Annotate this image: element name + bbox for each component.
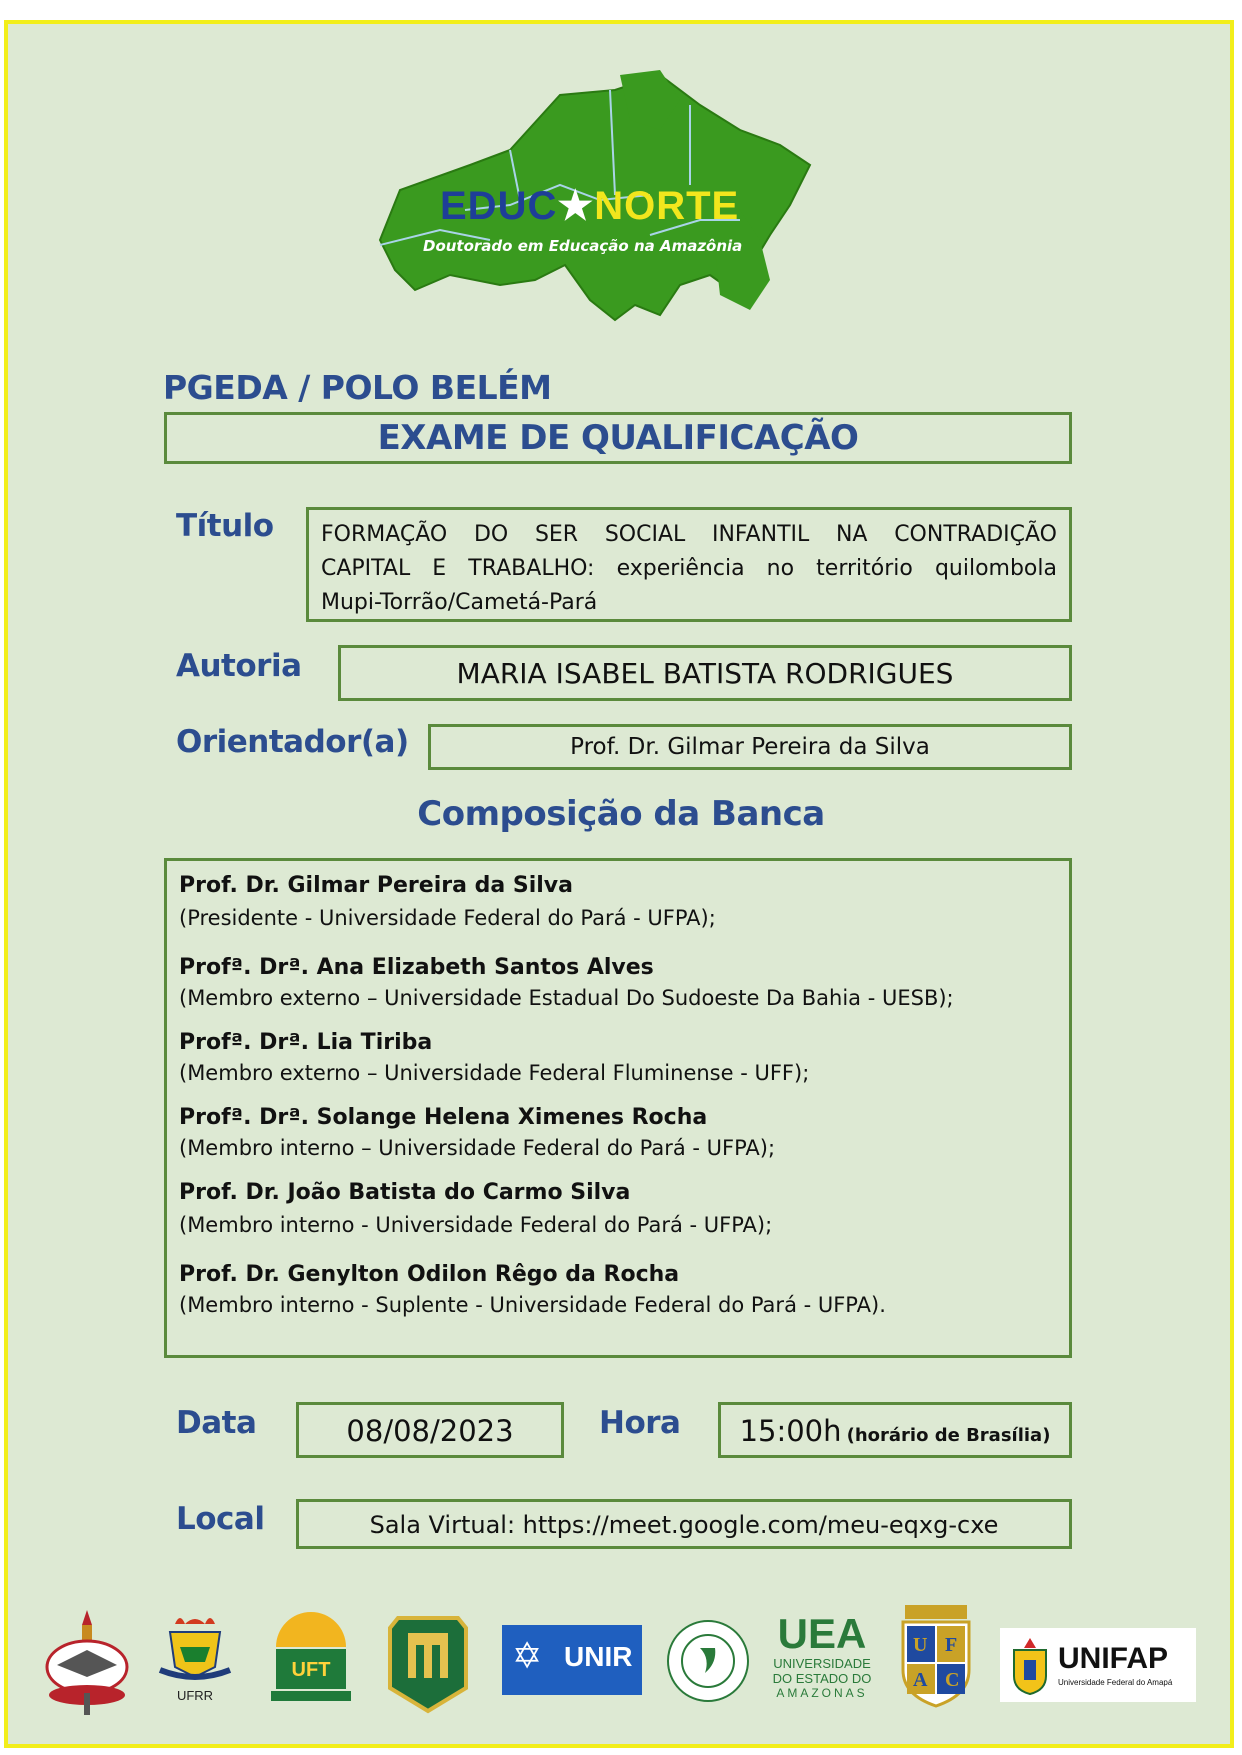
exam-title: EXAME DE QUALIFICAÇÃO — [377, 418, 859, 458]
place-label: Local — [176, 1501, 265, 1537]
ufac-u: U — [913, 1634, 928, 1656]
time-label: Hora — [599, 1405, 681, 1441]
ufopa-logo — [378, 1603, 478, 1715]
date-value: 08/08/2023 — [346, 1414, 514, 1448]
member-role: (Membro interno – Universidade Federal do Pará - UFPA); — [179, 1136, 776, 1160]
unifap-crest-icon — [1008, 1636, 1052, 1696]
author-label: Autoria — [176, 648, 302, 684]
exam-title-box — [164, 412, 1072, 464]
uea-sub1: UNIVERSIDADE — [773, 1656, 871, 1671]
ufopa-crest-icon — [378, 1603, 478, 1715]
ufac-f: F — [945, 1634, 958, 1656]
member-name: Profª. Drª. Solange Helena Ximenes Rocha — [179, 1105, 708, 1130]
committee-member — [179, 1103, 1057, 1163]
title-box — [306, 507, 1072, 622]
title-label: Título — [176, 508, 274, 544]
advisor-name: Prof. Dr. Gilmar Pereira da Silva — [570, 734, 930, 760]
unifap-label: UNIFAP — [1058, 1642, 1169, 1675]
uft-sun-icon — [266, 1607, 356, 1707]
uft-logo — [266, 1607, 356, 1707]
uft-label: UFT — [291, 1659, 331, 1681]
seal-icon — [665, 1618, 751, 1704]
unir-star-icon: ✡ — [512, 1636, 543, 1677]
ufrr-label: UFRR — [176, 1688, 214, 1703]
title-line-1: FORMAÇÃO DO SER SOCIAL INFANTIL NA CONTRADIÇÃO — [321, 522, 1057, 547]
time-box — [718, 1402, 1072, 1458]
ufpa-crest-icon — [42, 1605, 132, 1715]
member-name: Prof. Dr. João Batista do Carmo Silva — [179, 1180, 631, 1205]
member-role: (Membro externo – Universidade Estadual Do Sudoeste Da Bahia - UESB); — [179, 986, 954, 1010]
ufac-a: A — [913, 1669, 928, 1691]
ufrr-crest-icon — [150, 1612, 240, 1682]
unir-logo — [502, 1625, 642, 1695]
time-value: 15:00h — [739, 1414, 842, 1448]
committee-box — [164, 858, 1072, 1358]
place-value: Sala Virtual: https://meet.google.com/meu-eqxg-cxe — [369, 1511, 999, 1539]
member-name: Profª. Drª. Ana Elizabeth Santos Alves — [179, 955, 654, 980]
uea-label: UEA — [777, 1610, 867, 1657]
ufac-logo — [895, 1600, 977, 1710]
committee-heading: Composição da Banca — [417, 794, 825, 834]
date-label: Data — [176, 1405, 257, 1441]
advisor-label: Orientador(a) — [176, 724, 409, 760]
ufac-c: C — [945, 1669, 960, 1691]
unifap-sub: Universidade Federal do Amapá — [1058, 1678, 1173, 1687]
logo-norte-text: NORTE — [594, 184, 740, 228]
unir-label: UNIR — [564, 1641, 633, 1672]
committee-member — [179, 1178, 1057, 1242]
ufpa-logo — [42, 1605, 132, 1715]
member-role: (Membro interno - Universidade Federal do Pará - UFPA); — [179, 1213, 773, 1237]
logo-subtitle: Doutorado em Educação na Amazônia — [423, 237, 743, 255]
uea-sub3: AMAZONAS — [776, 1686, 868, 1700]
advisor-box — [428, 724, 1072, 770]
member-name: Profª. Drª. Lia Tiriba — [179, 1030, 433, 1055]
educanorte-logo — [360, 70, 880, 340]
ufrr-logo — [150, 1612, 240, 1712]
date-box — [296, 1402, 564, 1458]
committee-member — [179, 1028, 1057, 1088]
committee-member — [179, 1260, 1057, 1320]
member-role: (Membro externo – Universidade Federal Fluminense - UFF); — [179, 1061, 810, 1085]
member-role: (Presidente - Universidade Federal do Pará - UFPA); — [179, 906, 716, 930]
title-line-2: CAPITAL E TRABALHO: experiência no território quilombola — [321, 556, 1057, 581]
unifap-logo — [1000, 1628, 1196, 1702]
uea-logo — [772, 1612, 872, 1712]
logo-educ-text: EDUC — [440, 184, 558, 228]
member-name: Prof. Dr. Genylton Odilon Rêgo da Rocha — [179, 1262, 680, 1287]
amazonas-seal-logo — [665, 1618, 751, 1704]
place-box — [296, 1499, 1072, 1549]
committee-member — [179, 953, 1057, 1013]
program-heading: PGEDA / POLO BELÉM — [163, 368, 552, 407]
member-name: Prof. Dr. Gilmar Pereira da Silva — [179, 873, 573, 898]
member-role: (Membro interno - Suplente - Universidade Federal do Pará - UFPA). — [179, 1293, 886, 1317]
ufac-shield-icon — [895, 1600, 977, 1710]
star-icon: ★ — [557, 184, 595, 228]
uea-sub2: DO ESTADO DO — [772, 1671, 872, 1686]
title-line-3: Mupi-Torrão/Cametá-Pará — [321, 590, 598, 615]
author-name: MARIA ISABEL BATISTA RODRIGUES — [456, 657, 954, 690]
time-note: (horário de Brasília) — [846, 1425, 1051, 1446]
committee-member — [179, 871, 1057, 935]
author-box — [338, 645, 1072, 701]
